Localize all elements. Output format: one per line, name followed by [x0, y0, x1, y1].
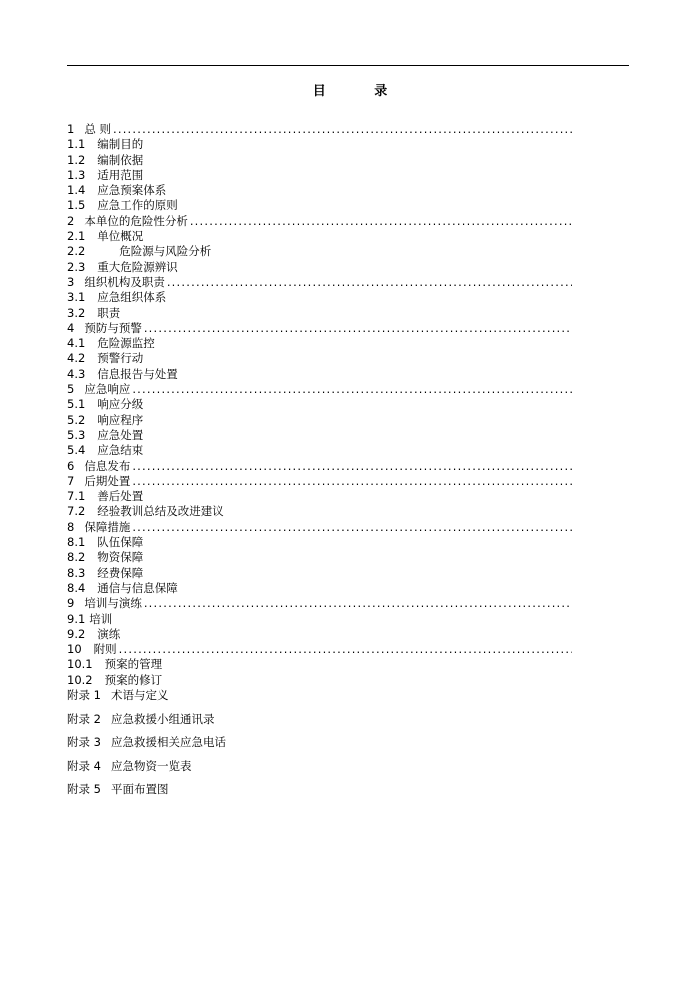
toc-entry-title: 应急响应 [84, 382, 131, 397]
toc-entry[interactable] [67, 137, 572, 152]
toc-dot-leader [190, 214, 572, 229]
appendix-entry[interactable] [67, 735, 572, 759]
toc-entry-title: 编制目的 [97, 137, 144, 152]
appendix-label: 附录 5 [67, 782, 101, 797]
toc-entry-title: 信息发布 [84, 458, 131, 473]
toc-entry-title: 单位概况 [97, 229, 144, 244]
appendix-label: 附录 2 [67, 711, 101, 726]
toc-entry-number: 1.3 [67, 167, 86, 182]
toc-entry-title: 附则 [93, 642, 117, 657]
toc-entry-number: 5.1 [67, 397, 86, 412]
page-title: 目 录 [312, 84, 410, 99]
toc-entry[interactable] [67, 229, 572, 244]
toc-entry-number: 4.3 [67, 366, 86, 381]
toc-entry-number: 2 [67, 213, 75, 228]
toc-entry-number: 4.2 [67, 351, 86, 366]
toc-entry-title: 预案的修订 [104, 672, 163, 687]
toc-entry[interactable] [67, 474, 572, 489]
toc-entry-number: 8.3 [67, 565, 86, 580]
toc-entry-number: 4 [67, 320, 75, 335]
toc-entry-number: 8.2 [67, 550, 86, 565]
toc-entry[interactable] [67, 612, 572, 627]
toc-entry[interactable] [67, 198, 572, 213]
toc-entry[interactable] [67, 627, 572, 642]
toc-entry-number: 8.4 [67, 580, 86, 595]
toc-dot-leader [132, 382, 572, 397]
toc-entry-title: 演练 [97, 626, 121, 641]
toc-entry[interactable] [67, 260, 572, 275]
toc-entry-title: 危险源监控 [97, 336, 155, 351]
toc-entry-title: 后期处置 [84, 473, 131, 488]
toc-entry-number: 1.1 [67, 137, 86, 152]
appendix-title: 应急救援小组通讯录 [110, 711, 215, 726]
toc-entry-title: 编制依据 [97, 152, 144, 167]
toc-entry-title: 本单位的危险性分析 [84, 213, 188, 228]
toc-entry-number: 5.2 [67, 412, 86, 427]
toc-entry-number: 9.1 [67, 611, 86, 626]
appendix-title: 应急救援相关应急电话 [110, 735, 226, 750]
appendix-entry[interactable] [67, 782, 572, 806]
toc-entry[interactable] [67, 275, 572, 290]
toc-entry-number: 1.2 [67, 152, 86, 167]
toc-dot-leader [132, 459, 572, 474]
toc-entry[interactable] [67, 321, 572, 336]
toc-entry[interactable] [67, 367, 572, 382]
toc-entry[interactable] [67, 504, 572, 519]
toc-entry-number: 5.4 [67, 443, 86, 458]
toc-entry-title: 善后处置 [97, 489, 144, 504]
appendix-list [67, 688, 572, 806]
appendix-title: 术语与定义 [110, 687, 169, 702]
toc-entry[interactable] [67, 244, 572, 259]
table-of-contents [67, 122, 572, 806]
toc-dot-leader [113, 122, 572, 137]
toc-entry-number: 1 [67, 122, 75, 136]
toc-entry-number: 9 [67, 596, 75, 611]
toc-dot-leader [132, 520, 572, 535]
toc-dot-leader [119, 642, 572, 657]
toc-entry[interactable] [67, 122, 572, 137]
toc-dot-leader [144, 596, 572, 611]
toc-entry[interactable] [67, 168, 572, 183]
toc-entry[interactable] [67, 673, 572, 688]
toc-entry-title: 应急组织体系 [97, 290, 167, 305]
toc-entry-title: 通信与信息保障 [97, 580, 178, 595]
toc-entry[interactable] [67, 413, 572, 428]
toc-dot-leader [132, 474, 572, 489]
toc-entry-title: 信息报告与处置 [97, 366, 178, 381]
toc-entry-title: 经验教训总结及改进建议 [97, 504, 224, 519]
toc-entry[interactable] [67, 566, 572, 581]
toc-entry[interactable] [67, 489, 572, 504]
toc-entry-title: 应急处置 [97, 427, 144, 442]
toc-entry[interactable] [67, 443, 572, 458]
toc-entry-title: 适用范围 [97, 167, 144, 182]
toc-entry[interactable] [67, 351, 572, 366]
toc-entry-title: 职责 [97, 305, 121, 320]
appendix-title: 应急物资一览表 [110, 758, 192, 773]
toc-entry[interactable] [67, 290, 572, 305]
toc-entry-title: 响应程序 [97, 412, 144, 427]
toc-entry[interactable] [67, 550, 572, 565]
toc-entry-number: 2.2 [67, 244, 86, 259]
toc-entry[interactable] [67, 214, 572, 229]
toc-entry-number: 3.1 [67, 290, 86, 305]
toc-entry-number: 8.1 [67, 535, 86, 550]
toc-entry-title: 培训与演练 [84, 596, 142, 611]
toc-entry-number: 3.2 [67, 305, 86, 320]
toc-entry-number: 1.5 [67, 198, 86, 213]
toc-entry-title: 响应分级 [97, 397, 144, 412]
toc-entry[interactable] [67, 657, 572, 672]
toc-entry-title: 物资保障 [97, 550, 144, 565]
appendix-label: 附录 1 [67, 687, 101, 702]
toc-entry-number: 3 [67, 274, 75, 289]
toc-entry-title: 组织机构及职责 [84, 274, 165, 289]
toc-entry-number: 5.3 [67, 427, 86, 442]
toc-entry-number: 7.2 [67, 504, 86, 519]
toc-entry-title: 预案的管理 [104, 657, 163, 672]
toc-entry-title: 危险源与风险分析 [119, 244, 212, 259]
appendix-entry[interactable] [67, 712, 572, 736]
toc-entry-title: 保障措施 [84, 519, 131, 534]
toc-entry-title: 应急预案体系 [97, 183, 167, 198]
toc-entry-number: 7.1 [67, 489, 86, 504]
toc-entry-title: 重大危险源辨识 [97, 259, 178, 274]
toc-entry-number: 5 [67, 382, 75, 397]
toc-dot-leader [167, 275, 572, 290]
toc-entry-title: 预警行动 [97, 351, 144, 366]
appendix-entry[interactable] [67, 759, 572, 783]
toc-entry-number: 2.1 [67, 229, 86, 244]
toc-entry[interactable] [67, 428, 572, 443]
toc-entry[interactable] [67, 596, 572, 611]
toc-dot-leader [144, 321, 572, 336]
toc-entry-title: 队伍保障 [97, 535, 144, 550]
toc-entry-number: 8 [67, 519, 75, 534]
toc-entry[interactable] [67, 535, 572, 550]
appendix-title: 平面布置图 [110, 782, 169, 797]
appendix-label: 附录 4 [67, 758, 101, 773]
toc-entry[interactable] [67, 581, 572, 596]
toc-entry-number: 7 [67, 473, 75, 488]
toc-entry[interactable] [67, 336, 572, 351]
toc-entries [67, 122, 572, 688]
toc-entry[interactable] [67, 382, 572, 397]
toc-entry[interactable] [67, 459, 572, 474]
toc-entry[interactable] [67, 306, 572, 321]
toc-entry[interactable] [67, 397, 572, 412]
toc-entry-number: 1.4 [67, 183, 86, 198]
toc-entry-number: 4.1 [67, 336, 86, 351]
toc-entry-number: 6 [67, 458, 75, 473]
toc-entry-number: 10 [67, 642, 82, 657]
toc-entry-title: 经费保障 [97, 565, 144, 580]
toc-entry-number: 10.1 [67, 657, 93, 672]
toc-entry[interactable] [67, 153, 572, 168]
toc-entry-number: 10.2 [67, 672, 93, 687]
toc-entry-number: 2.3 [67, 259, 86, 274]
appendix-label: 附录 3 [67, 735, 101, 750]
toc-entry-title: 培训 [89, 611, 113, 626]
toc-entry-number: 9.2 [67, 626, 86, 641]
header-rule [67, 65, 629, 66]
appendix-entry[interactable] [67, 688, 572, 712]
toc-entry[interactable] [67, 183, 572, 198]
toc-entry-title: 应急结束 [97, 443, 144, 458]
toc-entry[interactable] [67, 520, 572, 535]
toc-entry-title: 应急工作的原则 [97, 198, 178, 213]
toc-entry-title: 总 则 [84, 122, 111, 136]
toc-entry[interactable] [67, 642, 572, 657]
toc-entry-title: 预防与预警 [84, 320, 142, 335]
